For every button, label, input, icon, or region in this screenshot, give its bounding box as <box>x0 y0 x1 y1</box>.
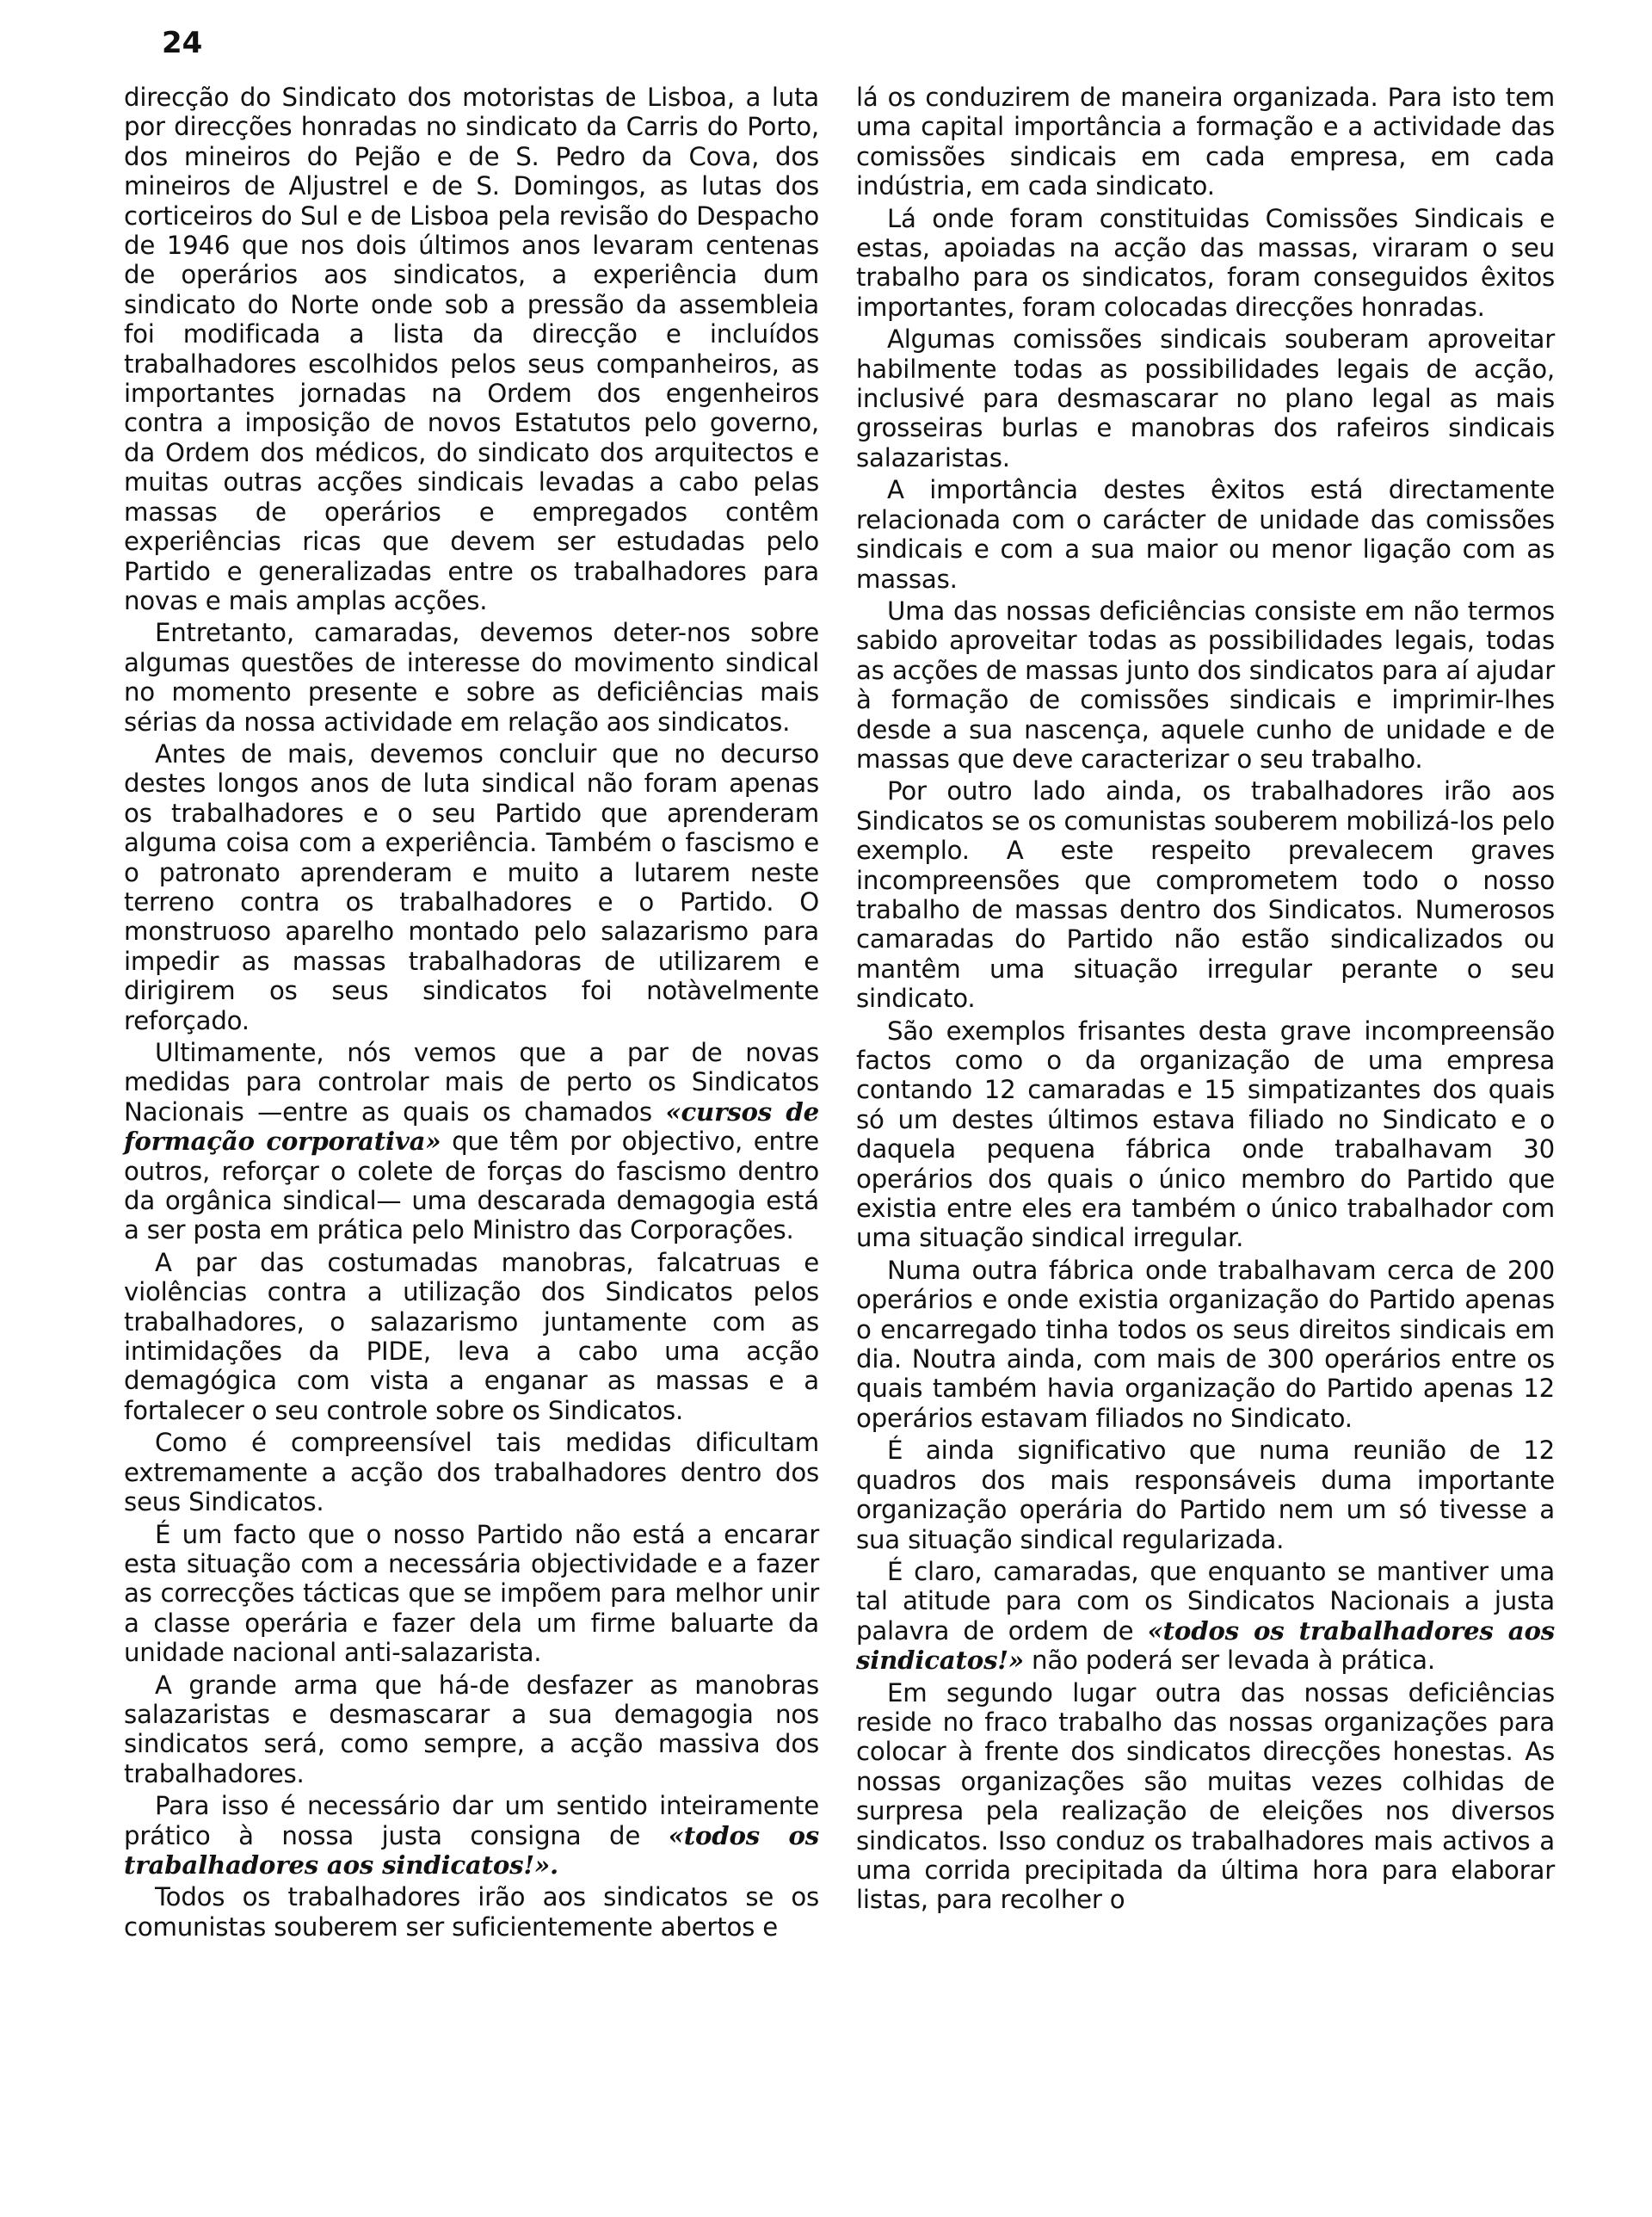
paragraph-text: É claro, camaradas, que enquanto se mantiver uma tal atitude para com os Sindicatos Nacionais a justa palavra de ordem de <box>856 1556 1555 1646</box>
paragraph: É um facto que o nosso Partido não está a encarar esta situação com a necessária objectividade e a fazer as correcções tácticas que se impõem para melhor unir a classe operária e fazer dela um firme baluarte da unidade nacional anti-salazarista. <box>124 1519 819 1668</box>
paragraph: A importância destes êxitos está directamente relacionada com o carácter de unidade das comissões sindicais e com a sua maior ou menor ligação com as massas. <box>856 475 1555 594</box>
paragraph: Algumas comissões sindicais souberam aproveitar habilmente todas as possibilidades legais de acção, inclusivé para desmascarar no plano legal as mais grosseiras burlas e manobras dos rafeiros sindicais salazaristas. <box>856 324 1555 472</box>
paragraph: lá os conduzirem de maneira organizada. Para isto tem uma capital importância a formação e a actividade das comissões sindicais em cada empresa, em cada indústria, em cada sindicato. <box>856 83 1555 201</box>
paragraph: direcção do Sindicato dos motoristas de Lisboa, a luta por direcções honradas no sindicato da Carris do Porto, dos mineiros do Pejão e de S. Pedro da Cova, dos mineiros de Aljustrel e de S. Domingos, as lutas dos corticeiros do Sul e de Lisboa pela revisão do Despacho de 1946 que nos dois últimos anos levaram centenas de operários aos sindicatos, a experiência dum sindicato do Norte onde sob a pressão da assembleia foi modificada a lista da direcção e incluídos trabalhadores escolhidos pelos seus companheiros, as importantes jornadas na Ordem dos engenheiros contra a imposição de novos Estatutos pelo governo, da Ordem dos médicos, do sindicato dos arquitectos e muitas outras acções sindicais levadas a cabo pelas massas de operários e empregados contêm experiências ricas que devem ser estudadas pelo Partido e generalizadas entre os trabalhadores para novas e mais amplas acções. <box>124 83 819 615</box>
paragraph: A grande arma que há-de desfazer as manobras salazaristas e desmascarar a sua demagogia nos sindicatos será, como sempre, a acção massiva dos trabalhadores. <box>124 1670 819 1788</box>
paragraph <box>124 1791 819 1880</box>
paragraph: Como é compreensível tais medidas dificultam extremamente a acção dos trabalhadores dentro dos seus Sindicatos. <box>124 1428 819 1517</box>
paragraph: É ainda significativo que numa reunião de 12 quadros dos mais responsáveis duma importante organização operária do Partido nem um só tivesse a sua situação sindical regularizada. <box>856 1436 1555 1554</box>
paragraph: Por outro lado ainda, os trabalhadores irão aos Sindicatos se os comunistas souberem mobilizá-los pelo exemplo. A este respeito prevalecem graves incompreensões que comprometem todo o nosso trabalho de massas dentro dos Sindicatos. Numerosos camaradas do Partido não estão sindicalizados ou mantêm uma situação irregular perante o seu sindicato. <box>856 776 1555 1014</box>
left-column <box>124 83 819 1944</box>
paragraph-text: que têm por objectivo, entre outros, reforçar o colete de forças do fascismo dentro da orgânica sindical— uma descarada demagogia está a ser posta em prática pelo Ministro das Corporações. <box>124 1127 819 1245</box>
paragraph: Todos os trabalhadores irão aos sindicatos se os comunistas souberem ser suficientemente abertos e <box>124 1882 819 1942</box>
paragraph: Numa outra fábrica onde trabalhavam cerca de 200 operários e onde existia organização do Partido apenas o encarregado tinha todos os seus direitos sindicais em dia. Noutra ainda, com mais de 300 operários entre os quais também havia organização do Partido apenas 12 operários estavam filiados no Sindicato. <box>856 1255 1555 1433</box>
paragraph-text: Ultimamente, nós vemos que a par de novas medidas para controlar mais de perto os Sindicatos Nacionais —entre as quais os chamados <box>124 1038 819 1127</box>
paragraph <box>856 1557 1555 1676</box>
paragraph: A par das costumadas manobras, falcatruas e violências contra a utilização dos Sindicatos pelos trabalhadores, o salazarismo juntamente com as intimidações da PIDE, leva a cabo uma acção demagógica com vista a enganar as massas e a fortalecer o seu controle sobre os Sindicatos. <box>124 1247 819 1425</box>
paragraph: Entretanto, camaradas, devemos deter-nos sobre algumas questões de interesse do movimento sindical no momento presente e sobre as deficiências mais sérias da nossa actividade em relação aos sindicatos. <box>124 618 819 737</box>
page-number: 24 <box>162 26 203 60</box>
emphasized-phrase: «todos os trabalhadores aos sindicatos!». <box>124 1820 819 1880</box>
emphasized-phrase: «todos os trabalhadores aos sindicatos!» <box>856 1615 1555 1676</box>
paragraph: Uma das nossas deficiências consiste em não termos sabido aproveitar todas as possibilidades legais, todas as acções de massas junto dos sindicatos para aí ajudar à formação de comissões sindicais e imprimir-lhes desde a sua nascença, aquele cunho de unidade e de massas que deve caracterizar o seu trabalho. <box>856 596 1555 774</box>
paragraph: Antes de mais, devemos concluir que no decurso destes longos anos de luta sindical não foram apenas os trabalhadores e o seu Partido que aprenderam alguma coisa com a experiência. Também o fascismo e o patronato aprenderam e muito a lutarem neste terreno contra os trabalhadores e o Partido. O monstruoso aparelho montado pelo salazarismo para impedir as massas trabalhadoras de utilizarem e dirigirem os seus sindicatos foi notàvelmente reforçado. <box>124 738 819 1035</box>
paragraph: Em segundo lugar outra das nossas deficiências reside no fraco trabalho das nossas organizações para colocar à frente dos sindicatos direcções honestas. As nossas organizações são muitas vezes colhidas de surpresa pela realização de eleições nos diversos sindicatos. Isso conduz os trabalhadores mais activos a uma corrida precipitada da última hora para elaborar listas, para recolher o <box>856 1677 1555 1915</box>
paragraph <box>124 1038 819 1245</box>
paragraph: Lá onde foram constituidas Comissões Sindicais e estas, apoiadas na acção das massas, viraram o seu trabalho para os sindicatos, foram conseguidos êxitos importantes, foram colocadas direcções honradas. <box>856 203 1555 322</box>
paragraph-text: não poderá ser levada à prática. <box>1023 1646 1435 1676</box>
emphasized-phrase: «cursos de formação corporativa» <box>124 1096 819 1157</box>
paragraph-text: Para isso é necessário dar um sentido inteiramente prático à nossa justa consigna de <box>124 1791 819 1850</box>
paragraph: São exemplos frisantes desta grave incompreensão factos como o da organização de uma empresa contando 12 camaradas e 15 simpatizantes dos quais só um destes últimos estava filiado no Sindicato e o daquela pequena fábrica onde trabalhavam 30 operários dos quais o único membro do Partido que existia entre eles era também o único trabalhador com uma situação sindical irregular. <box>856 1016 1555 1253</box>
right-column <box>856 83 1555 1917</box>
